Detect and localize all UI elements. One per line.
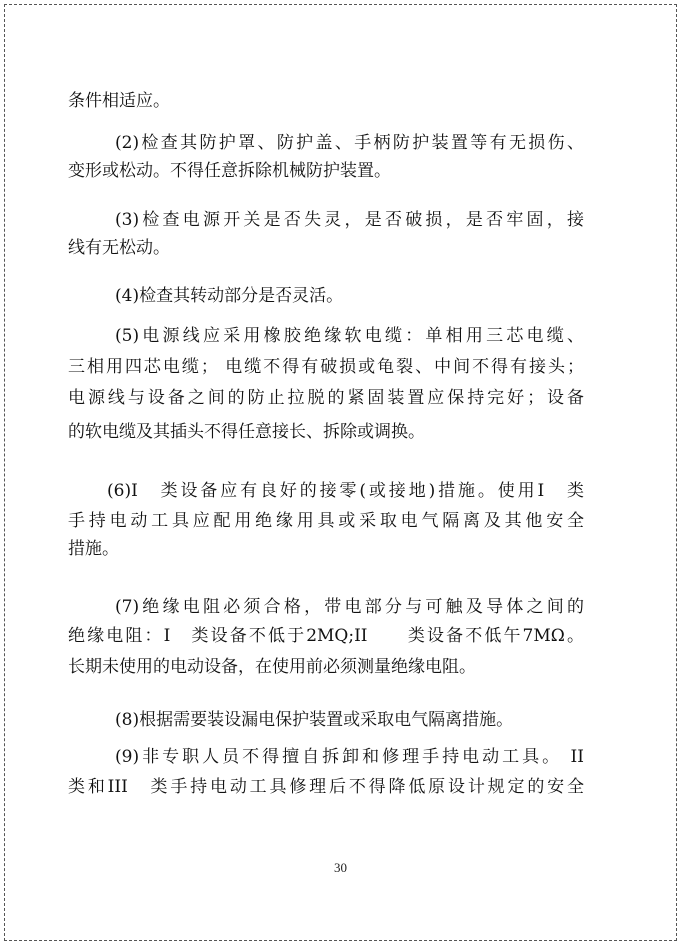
text-line: (6)I 类设备应有良好的接零(或接地)措施。使用I 类 [107,481,584,501]
text-line: 绝缘电阻：I 类设备不低于2MQ;II 类设备不低午7MΩ。 [68,626,584,646]
text-line: 的软电缆及其插头不得任意接长、拆除或调换。 [68,422,425,442]
text-line: 类和III 类手持电动工具修理后不得降低原设计规定的安全 [68,777,584,797]
text-line: 线有无松动。 [68,238,170,258]
text-line: (4)检查其转动部分是否灵活。 [115,286,344,306]
text-line: 长期未使用的电动设备，在使用前必须测量绝缘电阻。 [68,657,476,677]
text-line: (9)非专职人员不得擅自拆卸和修理手持电动工具。 II [115,747,584,767]
text-line: (8)根据需要装设漏电保护装置或采取电气隔离措施。 [115,710,514,730]
text-line: 条件相适应。 [68,91,170,111]
text-line: 三相用四芯电缆； 电缆不得有破损或龟裂、中间不得有接头； [68,357,584,377]
text-line: (7)绝缘电阻必须合格，带电部分与可触及导体之间的 [115,597,584,617]
text-line: 变形或松动。不得任意拆除机械防护装置。 [68,161,391,181]
text-line: (3)检查电源开关是否失灵，是否破损，是否牢固，接 [115,210,584,230]
text-line: 电源线与设备之间的防止拉脱的紧固装置应保持完好；设备 [68,388,584,408]
text-line: 措施。 [68,539,119,559]
page-number: 30 [334,860,347,875]
text-line: (2)检查其防护罩、防护盖、手柄防护装置等有无损伤、 [115,133,584,153]
text-line: (5)电源线应采用橡胶绝缘软电缆：单相用三芯电缆、 [115,326,584,346]
text-line: 手持电动工具应配用绝缘用具或采取电气隔离及其他安全 [68,511,584,531]
